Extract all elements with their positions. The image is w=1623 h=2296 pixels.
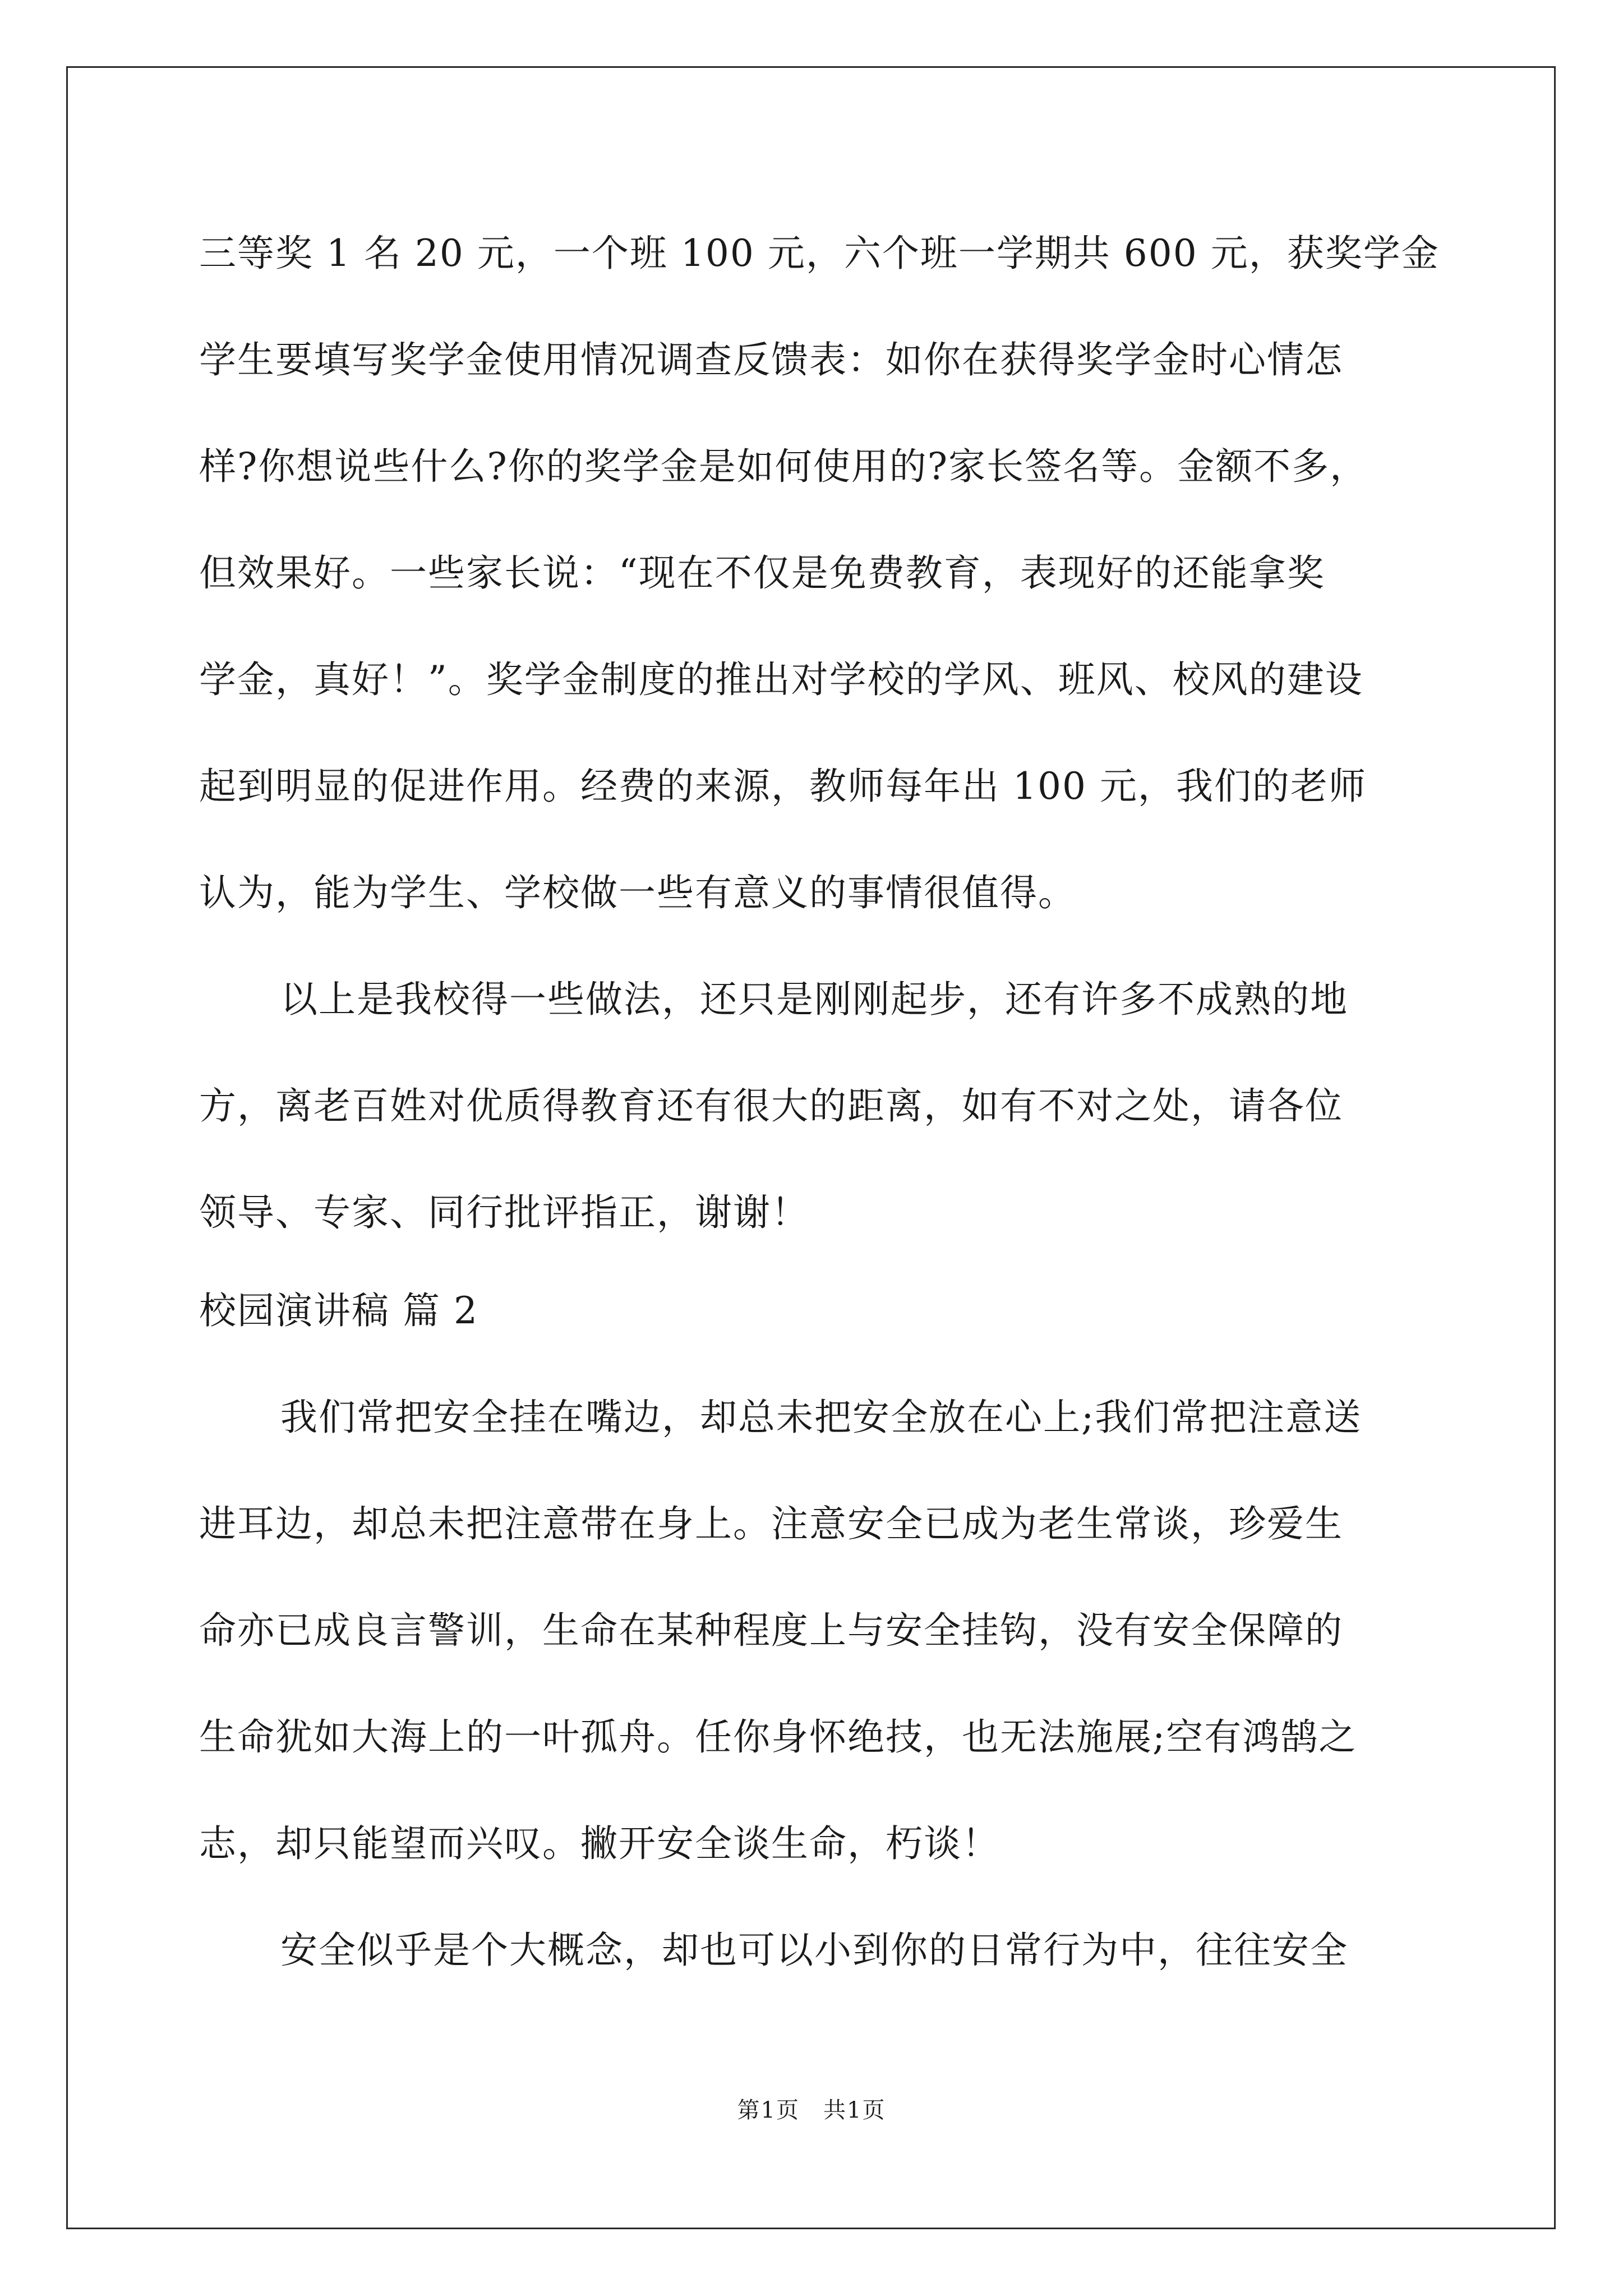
paragraph-line: 学生要填写奖学金使用情况调查反馈表：如你在获得奖学金时心情怎 [199, 338, 1343, 381]
paragraph-line: 生命犹如大海上的一叶孤舟。任你身怀绝技，也无法施展;空有鸿鹄之 [199, 1715, 1357, 1759]
paragraph-line: 学金，真好！”。奖学金制度的推出对学校的学风、班风、校风的建设 [199, 658, 1363, 701]
paragraph-line: 进耳边，却总未把注意带在身上。注意安全已成为老生常谈，珍爱生 [199, 1502, 1343, 1545]
paragraph-line: 志，却只能望而兴叹。撇开安全谈生命，朽谈！ [199, 1822, 1000, 1865]
page-border [66, 66, 1556, 2229]
paragraph-line: 起到明显的促进作用。经费的来源，教师每年出 100 元，我们的老师 [199, 765, 1367, 808]
paragraph-line: 以上是我校得一些做法，还只是刚刚起步，还有许多不成熟的地 [280, 978, 1348, 1021]
paragraph-line: 认为，能为学生、学校做一些有意义的事情很值得。 [199, 871, 1076, 914]
paragraph-line: 领导、专家、同行批评指正，谢谢！ [199, 1191, 809, 1234]
paragraph-line: 方，离老百姓对优质得教育还有很大的距离，如有不对之处，请各位 [199, 1084, 1343, 1128]
paragraph-line: 样?你想说些什么?你的奖学金是如何使用的?家长签名等。金额不多， [199, 445, 1368, 488]
paragraph-line: 但效果好。一些家长说：“现在不仅是免费教育，表现好的还能拿奖 [199, 551, 1325, 595]
paragraph-line: 命亦已成良言警训，生命在某种程度上与安全挂钩，没有安全保障的 [199, 1609, 1343, 1652]
paragraph-line: 安全似乎是个大概念，却也可以小到你的日常行为中，往往安全 [280, 1929, 1348, 1972]
paragraph-line: 三等奖 1 名 20 元，一个班 100 元，六个班一学期共 600 元，获奖学金 [199, 232, 1440, 275]
section-heading: 校园演讲稿 篇 2 [199, 1289, 478, 1332]
page-footer: 第1页 共1页 [737, 2097, 886, 2123]
paragraph-line: 我们常把安全挂在嘴边，却总未把安全放在心上;我们常把注意送 [280, 1396, 1362, 1439]
